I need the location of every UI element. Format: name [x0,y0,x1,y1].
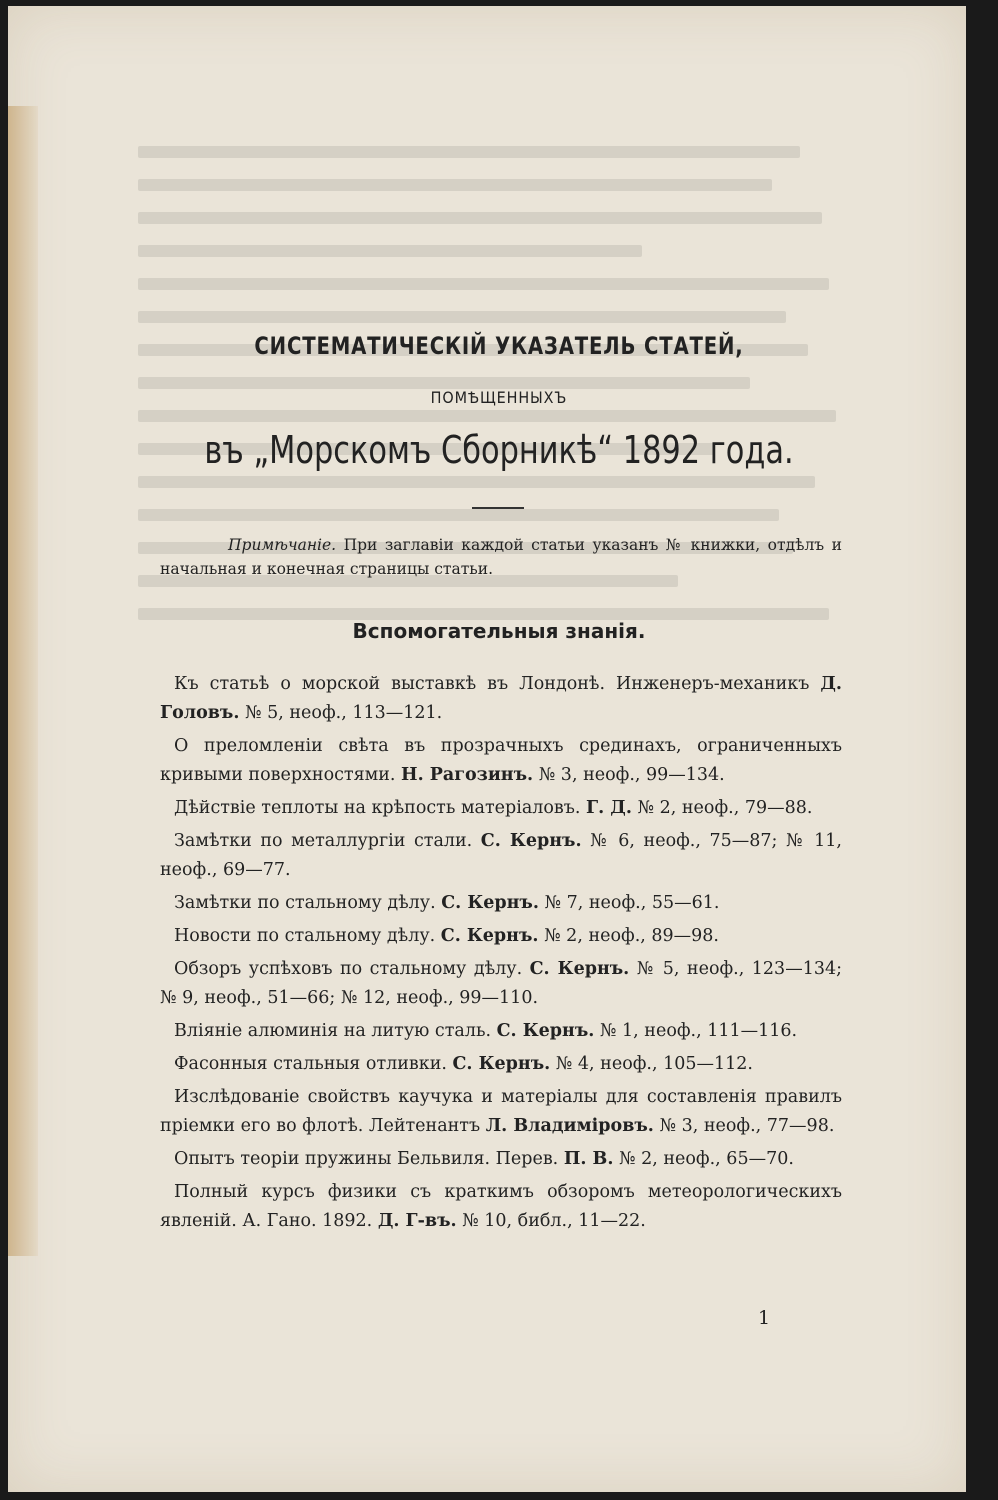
list-item [160,827,842,885]
entry-ref: № 5, неоф., 123—134; № 9, неоф., 51—66; № 12, неоф., 99—110. [160,959,842,1008]
entry-ref: № 4, неоф., 105—112. [550,1054,753,1074]
entry-ref: № 10, библ., 11—22. [456,1211,646,1231]
entry-ref: № 3, неоф., 77—98. [653,1116,835,1136]
list-item [160,1050,842,1079]
page-stain [8,106,38,1256]
list-item [160,1017,842,1046]
entry-title: Къ статьѣ о морской выставкѣ въ Лондонѣ. Инженеръ-механикъ [174,674,821,694]
list-item [160,1178,842,1236]
entry-title: Дѣйствіе теплоты на крѣпость матеріаловъ. [174,798,587,818]
entry-ref: № 3, неоф., 99—134. [533,765,725,785]
entry-title: Новости по стальному дѣлу. [174,926,441,946]
entry-ref: № 7, неоф., 55—61. [538,893,720,913]
entry-author: Д. Г-въ. [377,1211,457,1231]
title-rule [472,507,524,509]
entry-author: Л. Владиміровъ. [485,1116,654,1136]
note-paragraph [160,533,842,581]
list-item [160,794,842,823]
entry-ref: № 6, неоф., 75—87; № 11, неоф., 69—77. [160,831,842,880]
entry-ref: № 2, неоф., 65—70. [613,1149,794,1169]
entry-author: Н. Рагозинъ. [401,765,534,785]
entry-author: С. Кернъ. [452,1054,551,1074]
list-item [160,1083,842,1141]
list-item [160,732,842,790]
journal-title: въ „Морскомъ Сборникѣ“ 1892 года. [204,428,794,472]
entry-author: С. Кернъ. [441,893,539,913]
entry-ref: № 1, неоф., 111—116. [594,1021,798,1041]
entry-author: С. Кернъ. [529,959,630,979]
section-heading: Вспомогательныя знанія. [352,619,646,643]
entry-ref: № 5, неоф., 113—121. [239,703,443,723]
list-item [160,670,842,728]
entry-title: О преломленіи свѣта въ прозрачныхъ срединахъ, ограниченныхъ кривыми поверхностями. [160,736,842,785]
entry-title: Полный курсъ физики съ краткимъ обзоромъ метеорологическихъ явленій. А. Гано. 1892. [160,1182,842,1231]
index-title: СИСТЕМАТИЧЕСКІЙ УКАЗАТЕЛЬ СТАТЕЙ, [254,332,744,360]
entry-author: С. Кернъ. [496,1021,595,1041]
entry-author: Д. Головъ. [160,674,842,723]
entry-ref: № 2, неоф., 79—88. [631,798,813,818]
entry-author: П. В. [563,1149,614,1169]
entry-author: С. Кернъ. [440,926,539,946]
list-item [160,889,842,918]
note-label: Примѣчаніе. [228,536,337,554]
page-number: 1 [758,1307,771,1329]
entry-author: Г. Д. [586,798,632,818]
entry-title: Изслѣдованіе свойствъ каучука и матеріалы для составленія правилъ пріемки его во флотѣ. Лейтенантъ [160,1087,842,1136]
entry-title: Вліяніе алюминія на литую сталь. [174,1021,497,1041]
entry-author: С. Кернъ. [480,831,582,851]
entry-title: Обзоръ успѣховъ по стальному дѣлу. [174,959,530,979]
note-text: При заглавіи каждой статьи указанъ № книжки, отдѣлъ и начальная и конечная страницы статьи. [160,536,842,578]
entry-title: Замѣтки по металлургіи стали. [174,831,481,851]
entry-title: Замѣтки по стальному дѣлу. [174,893,442,913]
entry-list [160,670,842,1240]
list-item [160,955,842,1013]
entry-title: Фасонныя стальныя отливки. [174,1054,453,1074]
list-item [160,1145,842,1174]
list-item [160,922,842,951]
entry-ref: № 2, неоф., 89—98. [538,926,719,946]
entry-title: Опытъ теоріи пружины Бельвиля. Перев. [174,1149,564,1169]
index-subtitle: ПОМѢЩЕННЫХЪ [430,388,568,407]
